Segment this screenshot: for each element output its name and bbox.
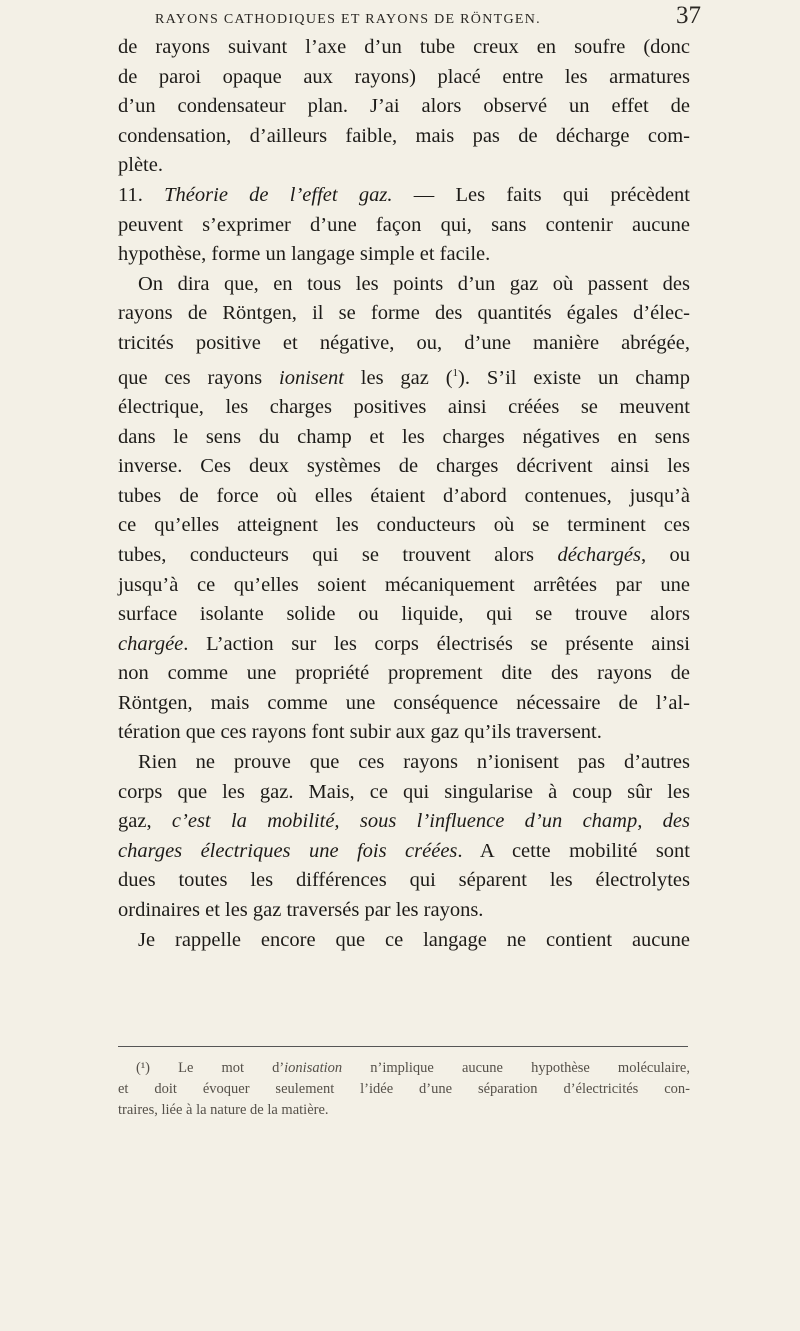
text-span: . L’action sur les corps électrisés se présente ainsi: [183, 632, 690, 655]
text-line: [118, 541, 690, 571]
text-line: [118, 807, 690, 837]
section-number: 11.: [118, 183, 143, 206]
footnote-ref: 1: [452, 366, 459, 379]
text-line: de rayons suivant l’axe d’un tube creux en soufre (donc: [118, 36, 690, 58]
italic-term: déchargés: [557, 543, 641, 566]
text-line: Röntgen, mais comme une conséquence nécessaire de l’al-: [118, 691, 690, 714]
text-line: On dira que, en tous les points d’un gaz où passent des: [138, 272, 690, 295]
text-line: de paroi opaque aux rayons) placé entre les armatures: [118, 65, 690, 88]
footnote-line: [118, 1058, 690, 1079]
text-line: [118, 359, 690, 393]
italic-term: ionisation: [284, 1060, 343, 1076]
text-line: plète.: [118, 154, 163, 177]
text-span: Le mot d’: [150, 1060, 285, 1076]
text-line: non comme une propriété proprement dite des rayons de: [118, 662, 690, 685]
text-span: que ces rayons: [118, 366, 279, 389]
text-span: les gaz (: [343, 366, 453, 389]
running-head: RAYONS CATHODIQUES ET RAYONS DE RÖNTGEN.: [155, 12, 541, 27]
text-line: inverse. Ces deux systèmes de charges décrivent ainsi les: [118, 455, 690, 478]
section-heading-line: [118, 181, 690, 211]
text-line: ordinaires et les gaz traversés par les rayons.: [118, 899, 484, 922]
footnote-divider: [118, 1046, 688, 1047]
section-title: Théorie de l’effet gaz.: [164, 183, 393, 206]
text-span: tubes, conducteurs qui se trouvent alors: [118, 543, 558, 566]
text-line: tubes de force où elles étaient d’abord contenues, jusqu’à: [118, 484, 690, 507]
text-line: peuvent s’exprimer d’une façon qui, sans contenir aucune: [118, 213, 690, 236]
italic-phrase: c’est la mobilité, sous l’influence d’un champ, des: [171, 810, 691, 833]
text-span: ). S’il existe un champ: [458, 366, 691, 389]
text-line: ce qu’elles atteignent les conducteurs où se terminent ces: [118, 514, 690, 537]
italic-phrase: charges électriques une fois créées: [118, 839, 458, 862]
text-line: hypothèse, forme un langage simple et facile.: [118, 243, 491, 266]
text-line: Rien ne prouve que ces rayons n’ionisent pas d’autres: [138, 751, 690, 774]
text-line: [118, 837, 690, 867]
text-span: . A cette mobilité sont: [457, 839, 691, 862]
text-line: d’un condensateur plan. J’ai alors observé un effet de: [118, 95, 690, 118]
text-line: condensation, d’ailleurs faible, mais pas de décharge com-: [118, 124, 690, 147]
text-line: tération que ces rayons font subir aux gaz qu’ils traversent.: [118, 721, 602, 744]
text-line: [118, 630, 690, 660]
footnote: [118, 1058, 690, 1121]
italic-term: ionisent: [279, 366, 344, 389]
text-span: n’implique aucune hypothèse moléculaire,: [342, 1060, 690, 1076]
text-line: jusqu’à ce qu’elles soient mécaniquement arrêtées par une: [118, 573, 690, 596]
text-line: corps que les gaz. Mais, ce qui singularise à coup sûr les: [118, 780, 690, 803]
body-text: [118, 33, 690, 955]
footnote-line: et doit évoquer seulement l’idée d’une séparation d’électricités con-: [118, 1081, 690, 1097]
text-span: , ou: [640, 543, 691, 566]
text-span: — Les faits qui précèdent: [392, 183, 691, 206]
text-line: Je rappelle encore que ce langage ne contient aucune: [138, 928, 690, 951]
italic-term: chargée: [118, 632, 184, 655]
text-line: dans le sens du champ et les charges négatives en sens: [118, 425, 690, 448]
footnote-marker: (¹): [136, 1060, 151, 1076]
text-line: rayons de Röntgen, il se forme des quantités égales d’élec-: [118, 302, 690, 325]
text-line: électrique, les charges positives ainsi créées se meuvent: [118, 395, 690, 418]
text-span: gaz,: [118, 810, 172, 833]
text-line: dues toutes les différences qui séparent les électrolytes: [118, 869, 690, 892]
footnote-line: traires, liée à la nature de la matière.: [118, 1102, 329, 1118]
text-line: surface isolante solide ou liquide, qui se trouve alors: [118, 603, 690, 626]
page-number: 37: [676, 2, 701, 29]
text-line: tricités positive et négative, ou, d’une manière abrégée,: [118, 331, 690, 354]
